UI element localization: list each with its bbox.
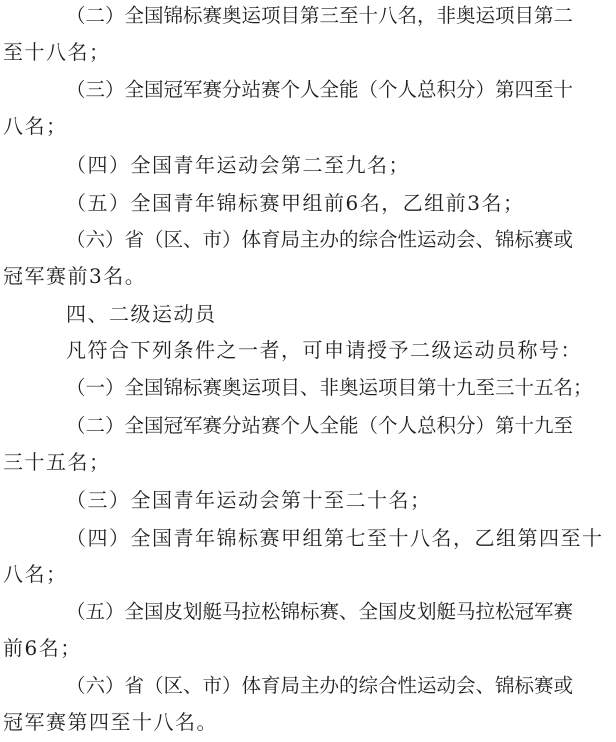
criteria-2-line-2: 三十五名； (3, 450, 111, 474)
criteria-5-line-1: （五）全国皮划艇马拉松锦标赛、全国皮划艇马拉松冠军赛 (66, 600, 574, 623)
item-6-line-2: 冠军赛前3名。 (3, 264, 147, 288)
criteria-2-line-1: （二）全国冠军赛分站赛个人全能（个人总积分）第十九至 (66, 414, 574, 437)
criteria-6-line-1: （六）省（区、市）体育局主办的综合性运动会、锦标赛或 (66, 674, 574, 697)
criteria-6-line-2: 冠军赛第四至十八名。 (3, 710, 218, 734)
item-6-line-1: （六）省（区、市）体育局主办的综合性运动会、锦标赛或 (66, 228, 574, 251)
criteria-4-line-1: （四）全国青年锦标赛甲组第七至十八名，乙组第四至十 (66, 526, 604, 550)
item-2-line-1: （二）全国锦标赛奥运项目第三至十八名，非奥运项目第二 (66, 4, 574, 27)
section-heading: 四、二级运动员 (66, 302, 217, 326)
criteria-5-line-2: 前6名； (3, 636, 82, 660)
item-5-line-1: （五）全国青年锦标赛甲组前6名，乙组前3名； (66, 191, 525, 215)
criteria-1-line-1: （一）全国锦标赛奥运项目、非奥运项目第十九至三十五名； (66, 376, 593, 399)
item-2-line-2: 至十八名； (3, 40, 111, 64)
item-3-line-1: （三）全国冠军赛分站赛个人全能（个人总积分）第四至十 (66, 78, 574, 101)
criteria-3-line-1: （三）全国青年运动会第十至二十名； (66, 488, 432, 512)
criteria-4-line-2: 八名； (3, 562, 68, 586)
section-intro: 凡符合下列条件之一者，可申请授予二级运动员称号： (66, 338, 582, 362)
item-3-line-2: 八名； (3, 114, 68, 138)
item-4-line-1: （四）全国青年运动会第二至九名； (66, 153, 410, 177)
